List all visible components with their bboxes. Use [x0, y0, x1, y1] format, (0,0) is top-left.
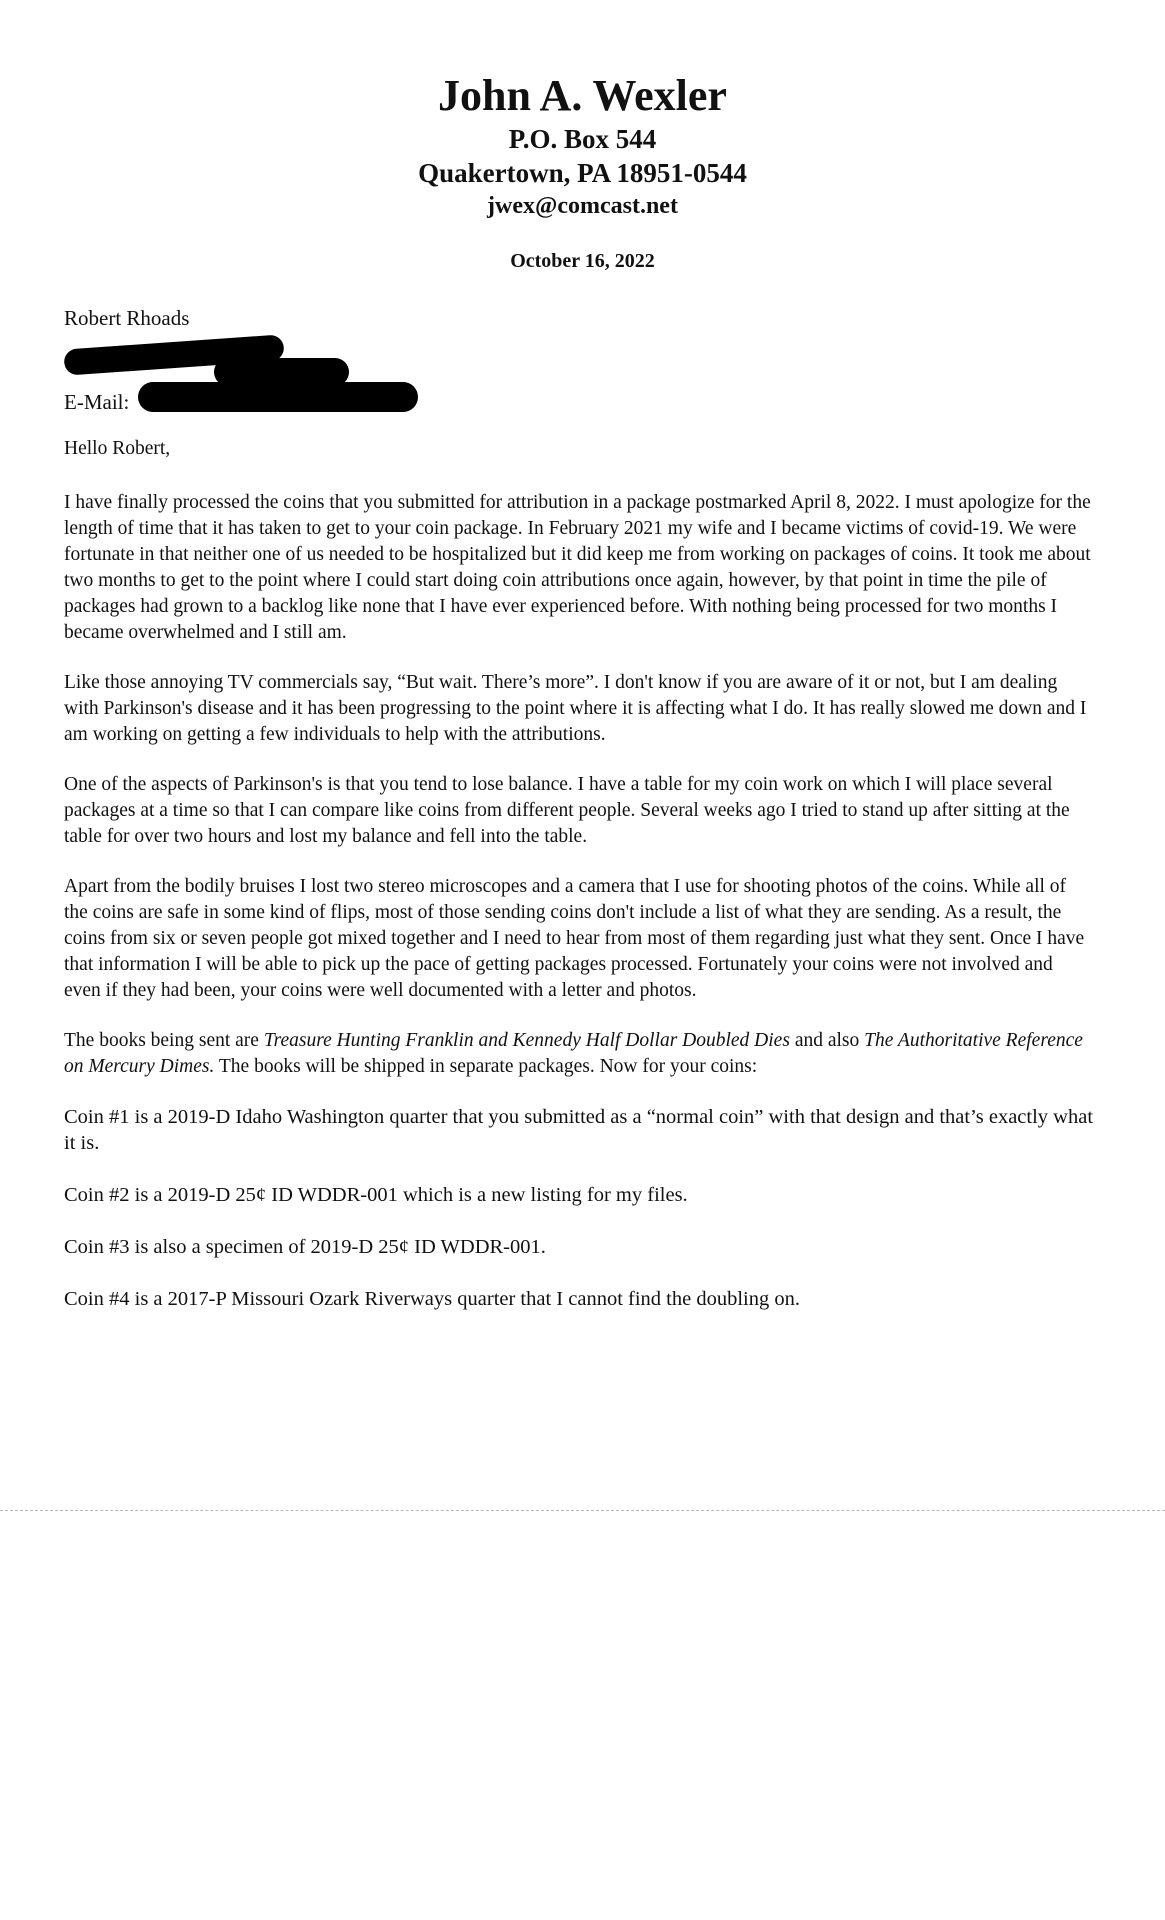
recipient-name: Robert Rhoads: [64, 306, 190, 330]
books-middle: and also: [789, 1030, 865, 1051]
books-paragraph: [64, 1028, 1094, 1080]
book-title: The Authoritative Reference on Mercury Dimes.: [64, 1030, 1083, 1077]
sender-name: John A. Wexler: [438, 71, 727, 120]
coin-entry: Coin #3 is also a specimen of 2019-D 25¢ ID WDDR-001.: [64, 1236, 546, 1258]
letter-date: October 16, 2022: [510, 250, 655, 272]
redaction-mark: [138, 382, 418, 412]
letterhead: [0, 70, 1165, 222]
paragraph: I have finally processed the coins that you submitted for attribution in a package postmarked April 8, 2022. I must apologize for the length of time that it has taken to get to your coin package. In February 2021 my wife and I became victims of covid-19. We were fortunate in that neither one of us needed to be hospitalized but it did keep me from working on packages of coins. It took me about two months to get to the point where I could start doing coin attributions once again, however, by that point in time the pile of packages had grown to a backlog like none that I have ever experienced before. With nothing being processed for two months I became overwhelmed and I still am.: [64, 492, 1091, 643]
coin-entry: Coin #2 is a 2019-D 25¢ ID WDDR-001 which is a new listing for my files.: [64, 1184, 688, 1206]
letter-body: [64, 436, 1094, 1338]
paragraph: Apart from the bodily bruises I lost two stereo microscopes and a camera that I use for shooting photos of the coins. While all of the coins are safe in some kind of flips, most of those sending coins don't include a list of what they are sending. As a result, the coins from six or seven people got mixed together and I need to hear from most of them regarding just what they sent. Once I have that information I will be able to pick up the pace of getting packages processed. Fortunately your coins were not involved and even if they had been, your coins were well documented with a letter and photos.: [64, 876, 1085, 1001]
sender-email: jwex@comcast.net: [487, 193, 678, 219]
paragraph: One of the aspects of Parkinson's is that you tend to lose balance. I have a table for my coin work on which I will place several packages at a time so that I can compare like coins from different people. Several weeks ago I tried to stand up after sitting at the table for over two hours and lost my balance and fell into the table.: [64, 774, 1070, 847]
coin-entry: Coin #1 is a 2019-D Idaho Washington quarter that you submitted as a “normal coin” with that design and that’s exactly what it is.: [64, 1106, 1094, 1154]
recipient-email-label: E-Mail:: [64, 390, 130, 414]
books-prefix: The books being sent are: [64, 1030, 264, 1051]
sender-po-box: P.O. Box 544: [508, 124, 657, 154]
coin-entry: Coin #4 is a 2017-P Missouri Ozark Riverways quarter that I cannot find the doubling on.: [64, 1288, 800, 1310]
scan-artifact-line: [0, 1510, 1165, 1512]
paragraph: Like those annoying TV commercials say, “But wait. There’s more”. I don't know if you are aware of it or not, but I am dealing with Parkinson's disease and it has been progressing to the point where it is affecting what I do. It has really slowed me down and I am working on getting a few individuals to help with the attributions.: [64, 672, 1087, 745]
book-title: Treasure Hunting Franklin and Kennedy Half Dollar Doubled Dies: [263, 1030, 790, 1051]
greeting: Hello Robert,: [64, 438, 171, 459]
books-suffix: The books will be shipped in separate packages. Now for your coins:: [214, 1056, 758, 1077]
sender-city-state-zip: Quakertown, PA 18951-0544: [418, 158, 747, 188]
